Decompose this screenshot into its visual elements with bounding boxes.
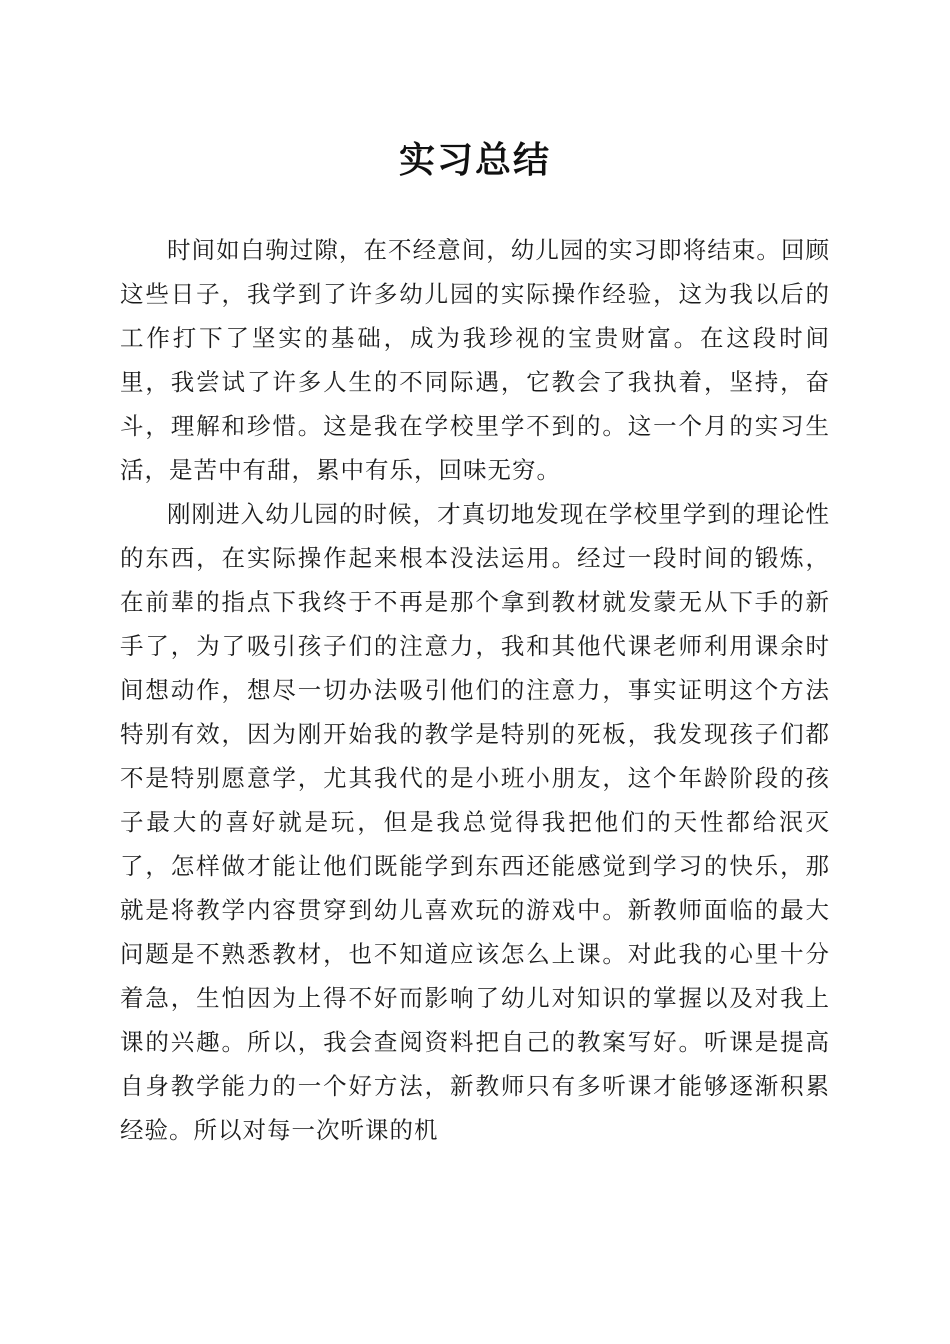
paragraph-2: 刚刚进入幼儿园的时候，才真切地发现在学校里学到的理论性的东西，在实际操作起来根本没法运用。经过一段时间的锻炼，在前辈的指点下我终于不再是那个拿到教材就发蒙无从下手的新手了，为了吸引孩子们的注意力，我和其他代课老师利用课余时间想动作，想尽一切办法吸引他们的注意力，事实证明这个方法特别有效，因为刚开始我的教学是特别的死板，我发现孩子们都不是特别愿意学，尤其我代的是小班小朋友，这个年龄阶段的孩子最大的喜好就是玩，但是我总觉得我把他们的天性都给泯灭了，怎样做才能让他们既能学到东西还能感觉到学习的快乐，那就是将教学内容贯穿到幼儿喜欢玩的游戏中。新教师面临的最大问题是不熟悉教材，也不知道应该怎么上课。对此我的心里十分着急，生怕因为上得不好而影响了幼儿对知识的掌握以及对我上课的兴趣。所以，我会查阅资料把自己的教案写好。听课是提高自身教学能力的一个好方法，新教师只有多听课才能够逐渐积累经验。所以对每一次听课的机 (120, 500, 830, 1144)
document-title: 实习总结 (398, 139, 551, 181)
paragraph-1: 时间如白驹过隙，在不经意间，幼儿园的实习即将结束。回顾这些日子，我学到了许多幼儿园的实际操作经验，这为我以后的工作打下了坚实的基础，成为我珍视的宝贵财富。在这段时间里，我尝试了许多人生的不同际遇，它教会了我执着，坚持，奋斗，理解和珍惜。这是我在学校里学不到的。这一个月的实习生活，是苦中有甜，累中有乐，回味无穷。 (120, 236, 830, 484)
document-body (120, 228, 830, 1152)
